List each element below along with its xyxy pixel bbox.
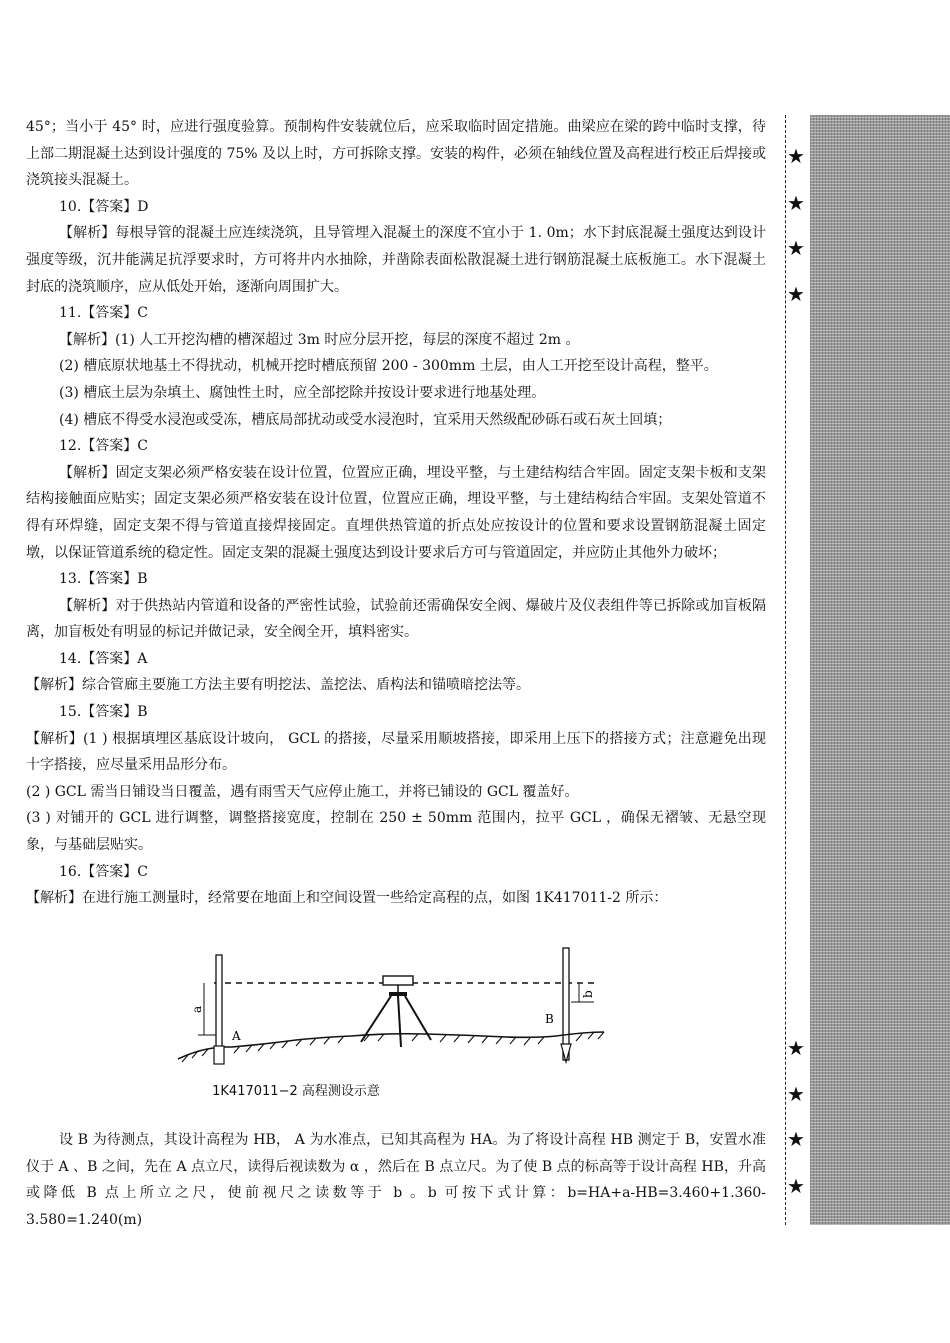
paragraph: 【解析】每根导管的混凝土应连续浇筑，且导管埋入混凝土的深度不宜小于 1. 0m；水下封底混凝土强度达到设计强度等级，沉井能满足抗浮要求时，方可将井内水抽除，并凿除表面松散混凝土进行钢筋混凝土底板施工。水下混凝土封底的浇筑顺序，应从低处开始，逐渐向周围扩大。 xyxy=(26,225,766,295)
star-icon: ★ xyxy=(787,1127,805,1151)
star-icon: ★ xyxy=(787,1174,805,1198)
star-icon: ★ xyxy=(787,1082,805,1106)
star-icon: ★ xyxy=(787,191,805,215)
paragraph: (2) 槽底原状地基土不得扰动，机械开挖时槽底预留 200 - 300mm 土层，由人工开挖至设计高程，整平。 xyxy=(59,358,718,375)
label-a: a xyxy=(190,1005,204,1013)
paragraph: (4) 槽底不得受水浸泡或受冻，槽底局部扰动或受水浸泡时，宜采用天然级配砂砾石或石灰土回填； xyxy=(59,411,672,428)
paragraph: 【解析】在进行施工测量时，经常要在地面上和空间设置一些给定高程的点，如图 1K417011-2 所示： xyxy=(26,890,668,907)
level-instrument xyxy=(383,976,413,985)
label-point-b: B xyxy=(545,1012,554,1026)
answer-line: 12.【答案】C xyxy=(59,438,148,455)
main-text xyxy=(26,114,766,912)
tripod-leg xyxy=(398,996,401,1047)
paragraph: 【解析】对于供热站内管道和设备的严密性试验，试验前还需确保安全阀、爆破片及仪表组件等已拆除或加盲板隔离，加盲板处有明显的标记并做记录，安全阀全开，填料密实。 xyxy=(26,597,766,641)
sidebar-texture xyxy=(810,115,950,1225)
paragraph: 45°；当小于 45° 时，应进行强度验算。预制构件安装就位后，应采取临时固定措施。曲梁应在梁的跨中临时支撑，待上部二期混凝土达到设计强度的 75% 及以上时，方可拆除支撑。安装的构件，必须在轴线位置及高程进行校正后焊接或浇筑接头混凝土。 xyxy=(26,119,767,189)
staff-b xyxy=(563,948,569,1060)
benchmark-a xyxy=(214,1046,224,1064)
leveling-figure xyxy=(26,940,766,1100)
paragraph xyxy=(26,1127,766,1233)
answer-line: 11.【答案】C xyxy=(59,305,148,322)
answer-line: 10.【答案】D xyxy=(59,198,149,215)
paragraph: 【解析】(1 ) 根据填埋区基底设计坡向， GCL 的搭接，尽量采用顺坡搭接，即采用上压下的搭接方式；注意避免出现十字搭接，应尽量采用品形分布。 xyxy=(26,730,766,774)
star-icon: ★ xyxy=(787,144,805,168)
label-point-a: A xyxy=(232,1029,241,1043)
star-icon: ★ xyxy=(787,282,805,306)
star-icon: ★ xyxy=(787,1036,805,1060)
label-b: b xyxy=(581,990,595,998)
answer-line: 14.【答案】A xyxy=(59,650,148,667)
answer-line: 16.【答案】C xyxy=(59,863,148,880)
paragraph: (3) 槽底土层为杂填土、腐蚀性土时，应全部挖除并按设计要求进行地基处理。 xyxy=(59,384,546,401)
star-icon: ★ xyxy=(787,236,805,260)
leveling-diagram xyxy=(26,940,766,1080)
paragraph: 【解析】综合管廊主要施工方法主要有明挖法、盖挖法、盾构法和锚喷暗挖法等。 xyxy=(26,677,530,694)
paragraph: 【解析】(1) 人工开挖沟槽的槽深超过 3m 时应分层开挖，每层的深度不超过 2m 。 xyxy=(59,331,580,348)
ground-line xyxy=(178,1032,604,1059)
answer-line: 15.【答案】B xyxy=(59,704,148,721)
paragraph: 【解析】固定支架必须严格安装在设计位置，位置应正确，埋设平整，与土建结构结合牢固。固定支架卡板和支架结构接触面应贴实；固定支架必须严格安装在设计位置，位置应正确，埋设平整，与土建结构结合牢固。支架处管道不得有环焊缝，固定支架不得与管道直接焊接固定。直埋供热管道的折点处应按设计的位置和要求设置钢筋混凝土固定墩，以保证管道系统的稳定性。固定支架的混凝土强度达到设计要求后方可与管道固定，并应防止其他外力破坏； xyxy=(26,464,766,561)
paragraph: (2 ) GCL 需当日铺设当日覆盖，遇有雨雪天气应停止施工，并将已铺设的 GCL 覆盖好。 xyxy=(26,783,579,800)
paragraph: (3 ) 对铺开的 GCL 进行调整，调整搭接宽度，控制在 250 ± 50mm 范围内，拉平 GCL ，确保无褶皱、无悬空现象，与基础层贴实。 xyxy=(26,810,766,854)
paragraph-text: 设 B 为待测点，其设计高程为 HB， A 为水准点，已知其高程为 HA。为了将设计高程 HB 测定于 B，安置水准仪于 A 、B 之间，先在 A 点立尺，读得后视读数为 α ，然后在 B 点立尺。为了使 B 点的标高等于设计高程 HB，升高或降低 B 点上所立之尺，使前视尺之读数等于 b 。b 可按下式计算：b=HA+a-HB=3.460+1.360-3.580=1.240(m) xyxy=(26,1132,766,1228)
tripod-head xyxy=(389,992,407,996)
answer-line: 13.【答案】B xyxy=(59,571,148,588)
figure-caption: 1K417011−2 高程测设示意 xyxy=(212,1084,380,1099)
